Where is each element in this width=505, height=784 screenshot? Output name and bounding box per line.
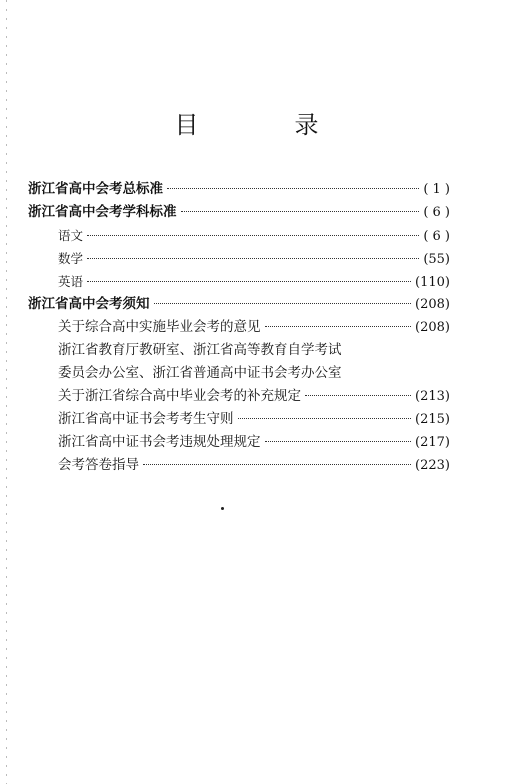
toc-entry-page: (110) [415,275,450,290]
page-speck [221,507,224,510]
toc-leader-dots [87,258,419,259]
toc-leader-dots [143,464,411,465]
toc-entry-label: 关于浙江省综合高中毕业会考的补充规定 [58,388,301,404]
toc-entry[interactable] [28,408,450,431]
toc-entry-label: 浙江省教育厅教研室、浙江省高等教育自学考试 [58,342,342,358]
toc-entry-page: (223) [415,458,450,473]
toc-entry-label: 关于综合高中实施毕业会考的意见 [58,319,261,335]
toc-entry-page: ( 1 ) [423,182,450,197]
toc-entry-label: 浙江省高中证书会考违规处理规定 [58,434,261,450]
toc-entry-page: ( 6 ) [423,229,450,244]
toc-entry[interactable] [28,385,450,408]
toc-entry[interactable] [28,270,450,293]
toc-entry-page: (208) [415,320,450,335]
toc-entry-label: 委员会办公室、浙江省普通高中证书会考办公室 [58,365,342,381]
toc-leader-dots [181,211,420,212]
toc-entry[interactable] [28,454,450,477]
toc-entry-page: (208) [415,297,450,312]
toc-leader-dots [305,395,411,396]
toc-entry[interactable] [28,201,450,224]
toc-leader-dots [265,326,412,327]
table-of-contents [28,178,450,477]
toc-entry-page: (55) [423,252,450,267]
toc-entry-page: (217) [415,435,450,450]
toc-leader-dots [265,441,412,442]
toc-entry-page: ( 6 ) [423,205,450,220]
toc-leader-dots [87,235,419,236]
toc-entry-label: 语文 [58,228,84,243]
toc-entry-label: 数学 [58,251,84,266]
toc-leader-dots [87,281,411,282]
toc-entry[interactable] [28,293,450,316]
toc-entry-page: (215) [415,412,450,427]
toc-entry-label: 浙江省高中会考学科标准 [28,204,177,220]
toc-entry[interactable] [28,224,450,247]
toc-entry[interactable] [28,431,450,454]
toc-leader-dots [154,303,412,304]
toc-entry[interactable] [28,178,450,201]
toc-entry[interactable] [28,316,450,339]
toc-entry-label: 浙江省高中证书会考考生守则 [58,411,234,427]
toc-entry-label: 浙江省高中会考总标准 [28,181,163,197]
toc-leader-dots [238,418,412,419]
page-title: 目 录 [174,111,355,139]
toc-entry-label: 会考答卷指导 [58,457,139,473]
toc-entry-label: 英语 [58,274,84,289]
toc-leader-dots [167,188,419,189]
toc-entry-continued[interactable] [28,362,450,385]
toc-entry[interactable] [28,247,450,270]
toc-entry-continued[interactable] [28,339,450,362]
toc-entry-page: (213) [415,389,450,404]
toc-entry-label: 浙江省高中会考须知 [28,296,150,312]
